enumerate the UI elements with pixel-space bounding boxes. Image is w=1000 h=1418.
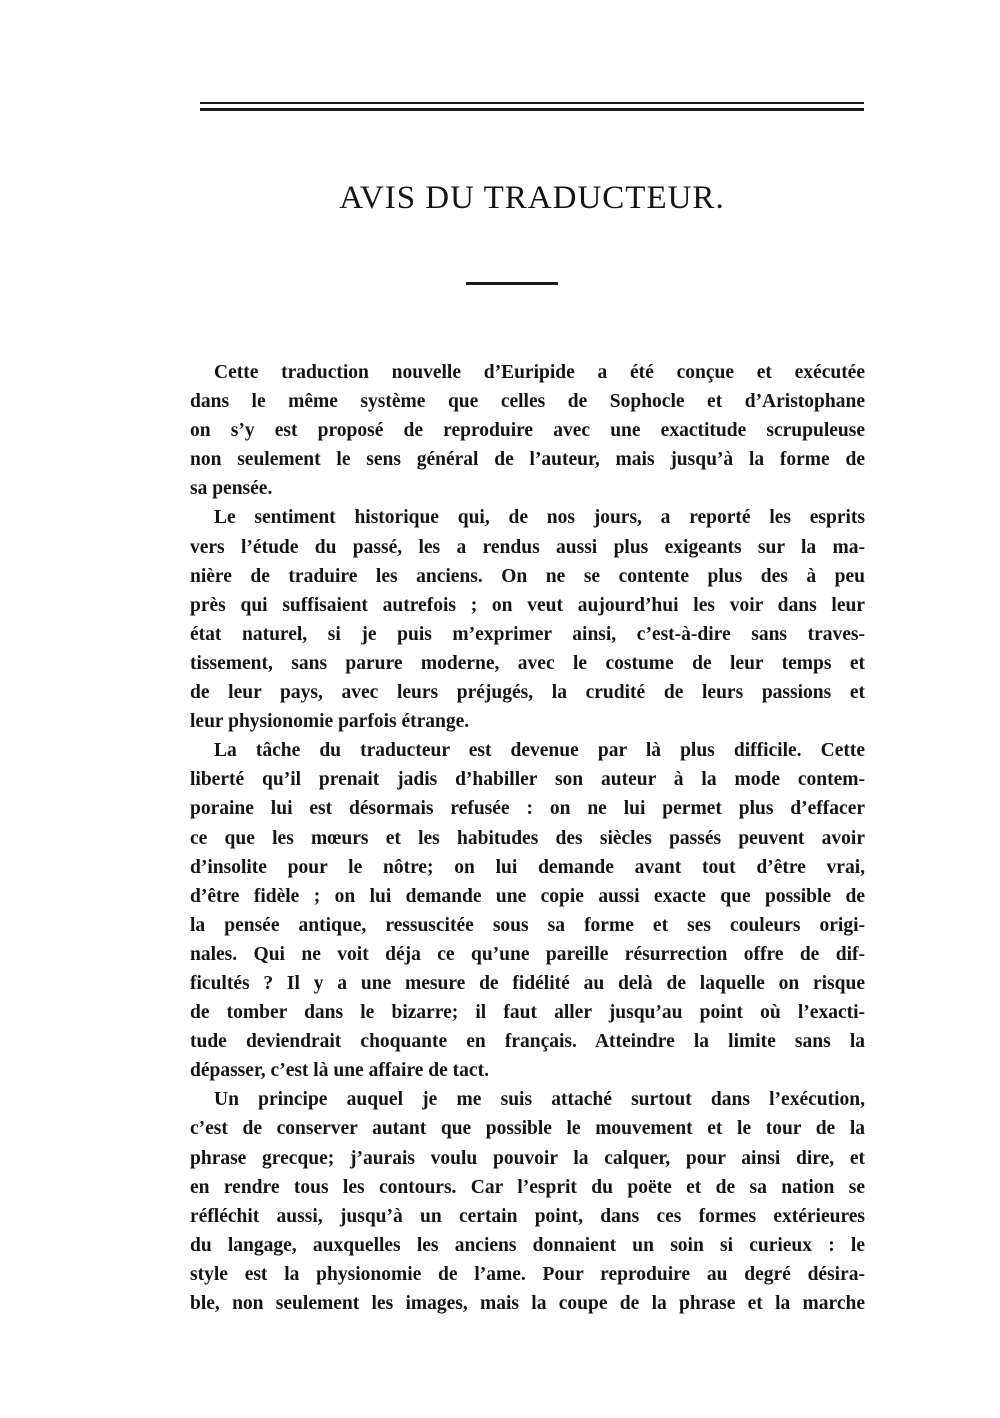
text-line: près qui suffisaient autrefois ; on veut aujourd’hui les voir dans leur <box>190 594 865 616</box>
text-line: dépasser, c’est là une affaire de tact. <box>190 1060 489 1082</box>
body-text <box>190 358 865 1318</box>
text-line: phrase grecque; j’aurais voulu pouvoir la calquer, pour ainsi dire, et <box>190 1147 865 1169</box>
text-line: La tâche du traducteur est devenue par là plus difficile. Cette <box>214 740 865 762</box>
text-line: en rendre tous les contours. Car l’esprit du poëte et de sa nation se <box>190 1176 865 1198</box>
text-line: ce que les mœurs et les habitudes des siècles passés peuvent avoir <box>190 827 865 849</box>
text-line: ficultés ? Il y a une mesure de fidélité au delà de laquelle on risque <box>190 972 865 994</box>
text-line: vers l’étude du passé, les a rendus aussi plus exigeants sur la ma- <box>190 536 865 558</box>
top-double-rule <box>200 102 864 111</box>
text-line: liberté qu’il prenait jadis d’habiller son auteur à la mode contem- <box>190 769 865 791</box>
text-line: Un principe auquel je me suis attaché surtout dans l’exécution, <box>214 1089 865 1111</box>
page-title: AVIS DU TRADUCTEUR. <box>339 180 725 216</box>
text-line: d’insolite pour le nôtre; on lui demande avant tout d’être vrai, <box>190 856 865 878</box>
text-line: ble, non seulement les images, mais la coupe de la phrase et la marche <box>190 1293 865 1314</box>
text-line: Cette traduction nouvelle d’Euripide a été conçue et exécutée <box>214 362 865 383</box>
text-line: c’est de conserver autant que possible le mouvement et le tour de la <box>190 1118 865 1140</box>
text-line: de tomber dans le bizarre; il faut aller jusqu’au point où l’exacti- <box>190 1002 865 1024</box>
text-line: de leur pays, avec leurs préjugés, la crudité de leurs passions et <box>190 682 865 704</box>
text-line: style est la physionomie de l’ame. Pour reproduire au degré désira- <box>190 1263 865 1285</box>
text-line: nales. Qui ne voit déja ce qu’une pareille résurrection offre de dif- <box>190 943 865 965</box>
text-line: la pensée antique, ressuscitée sous sa forme et ses couleurs origi- <box>190 914 865 936</box>
text-line: sa pensée. <box>190 478 273 500</box>
text-line: non seulement le sens général de l’auteur, mais jusqu’à la forme de <box>190 449 865 471</box>
text-line: d’être fidèle ; on lui demande une copie aussi exacte que possible de <box>190 885 865 907</box>
text-line: Le sentiment historique qui, de nos jours, a reporté les esprits <box>214 507 865 529</box>
text-line: du langage, auxquelles les anciens donnaient un soin si curieux : le <box>190 1234 865 1256</box>
text-line: poraine lui est désormais refusée : on ne lui permet plus d’effacer <box>190 798 865 820</box>
title-separator-rule <box>466 282 558 285</box>
text-line: leur physionomie parfois étrange. <box>190 711 470 733</box>
text-line: tude deviendrait choquante en français. Atteindre la limite sans la <box>190 1031 865 1053</box>
text-line: nière de traduire les anciens. On ne se contente plus des à peu <box>190 565 865 587</box>
text-line: on s’y est proposé de reproduire avec une exactitude scrupuleuse <box>190 420 865 442</box>
text-line: dans le même système que celles de Sophocle et d’Aristophane <box>190 391 865 413</box>
text-line: tissement, sans parure moderne, avec le costume de leur temps et <box>190 652 865 674</box>
text-line: réfléchit aussi, jusqu’à un certain point, dans ces formes extérieures <box>190 1205 865 1227</box>
text-line: état naturel, si je puis m’exprimer ainsi, c’est-à-dire sans traves- <box>190 623 865 645</box>
